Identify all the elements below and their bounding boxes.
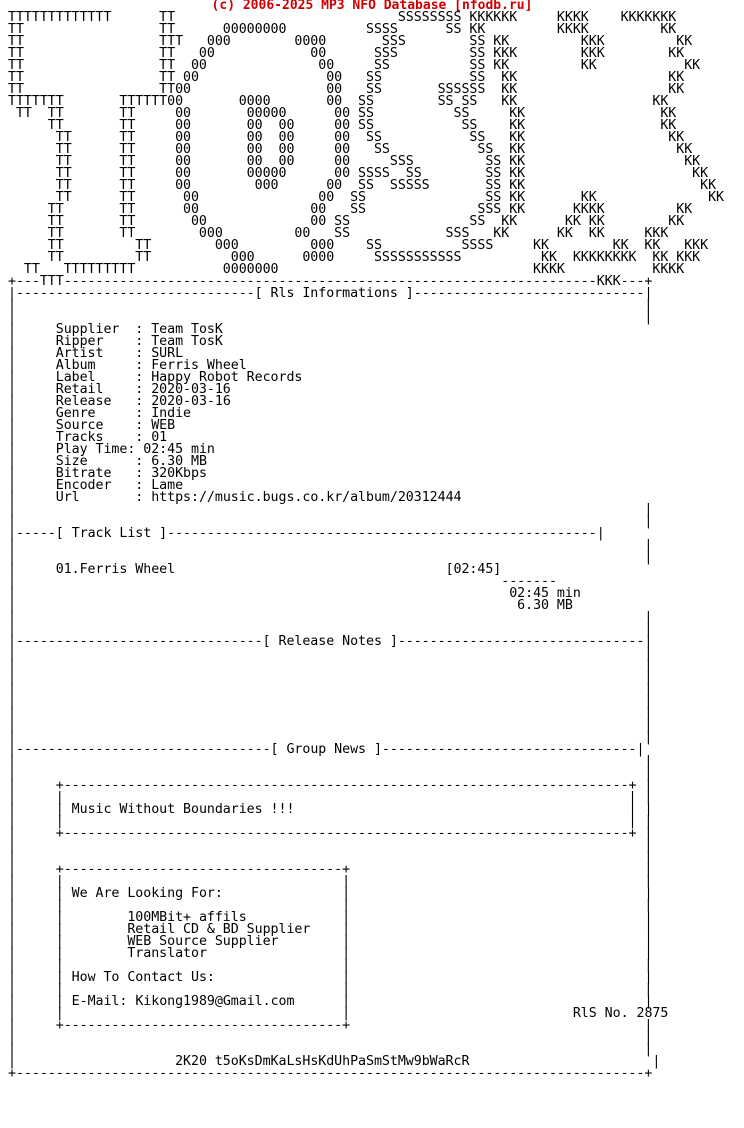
group-motto: Music Without Boundaries !!! [71,802,295,817]
rls-number: 2875 [636,1006,669,1021]
looking-for-title: We Are Looking For: [71,886,223,901]
logo-line: TTTTTTTTTTTTT TT SSSSSSSS KKKKKK KKKK KKKKKKK [8,10,677,25]
wanted-item: Retail CD & BD Supplier [127,922,311,937]
wanted-item: WEB Source Supplier [127,934,279,949]
logo-line: TT TTTTTTTTT 0000000 KKKK KKKK [8,262,685,277]
contact-email: Kikong1989@Gmail.com [135,994,295,1009]
logo-line: TT TT 00 00 00 00 SS SS KK KK [8,130,685,145]
logo-line: TT TT TT 00 00000 00 SS SS KK KK [8,106,677,121]
label-play-time: Play Time [55,442,128,457]
label-release: Release [55,394,112,409]
value-supplier: Team TosK [151,322,223,337]
value-bitrate: 320Kbps [151,466,207,481]
label-encoder: Encoder [55,478,112,493]
section-title-release-notes: Release Notes [278,634,382,649]
logo-line: TT TT 00 00 SS SS KK KK [8,70,685,85]
rls-number-label: RlS No. [572,1006,629,1021]
logo-line: TT TT 00 00 SS SS KK KK KK [8,58,701,73]
track-duration: [02:45] [445,562,502,577]
wanted-item: 100MBit+ affils [127,910,247,925]
logo-line: TT TT 00 00 SS SS KK KK KK [8,190,724,205]
logo-line: TT TTT 000 0000 SSS SS KK KKK KK [8,34,693,49]
track-title: 01.Ferris Wheel [55,562,176,577]
logo-line: TT TT 00 00 00 00 SS SS KK KK [8,118,677,133]
label-size: Size [55,454,88,469]
logo-line: TT TT00 00 SS SSSSSS KK KK [8,82,685,97]
value-genre: Indie [151,406,191,421]
wanted-item: Translator [127,946,207,961]
value-ripper: Team TosK [151,334,223,349]
box-top-border: +---TTT-------------------------------------------------------------------KKK---+ [8,274,653,289]
nfo-document: TTTTTTTTTTTTT TT SSSSSSSS KKKKKK KKKK KKKKKKK TT TT 00000000 SSSS SS KK KKKK KK TT TTT 000 0000 SSS SS KK KKK KK TT TT 00 00 SSS SS KKK KKK KK TT TT 00 00 SS SS KK KK KK TT TT 00 00 SS SS KK KK TT TT00 00 SS SSSSSS KK KK TTTTTTT TTTTTT00 0000 00 SS SS SS KK KK TT TT TT 00 00000 00 SS SS KK KK TT TT 00 00 00 00 SS SS KK KK TT TT 00 00 00 00 SS SS KK KK TT TT 00 00 00 00 SS SS KK KK TT TT 00 00 00 00 SSS SS KK KK TT TT 00 00000 00 SSSS SS SS KK KK TT TT 00 000 00 SS SSSSS SS KK KK TT TT 00 00 SS SS KK KK KK TT TT 00 00 SS SSS KK KKKK KK TT TT 00 00 SS SS KK KK KK KK TT TT 000 00 SS SSS KK KK KK KKK TT TT 000 000 SS SSSS KK KK KK KKK TT TT 000 0000 SSSSSSSSSSS KK KKKKKKKK KK KKK TT TTTTTTTTT 0000000 KKKK KKKK +---TTT-------------------------------------------------------------------KKK---+ |------------------------------[ Rls Informations ]-----------------------------| | | | | | Supplier : Team TosK | Ripper : Team TosK | Artist : SURL | Album : Ferris Wheel | Label : Happy Robot Records | Retail : 2020-03-16 | Release : 2020-03-16 | Genre : Indie | Source : WEB | Tracks : 01 | Play Time: 02:45 min | Size : 6.30 MB | Bitrate : 320Kbps | Encoder : Lame | Url : https://music.bugs.co.kr/album/20312444 | | | | |-----[ Track List ]------------------------------------------------------| | | | | | 01.Ferris Wheel [02:45] | ------- | 02:45 min | 6.30 MB | | | | |-------------------------------[ Release Notes ]-------------------------------| | | | | | | | | | | | | | | | | |--------------------------------[ Group News ]--------------------------------| | | | | | +-----------------------------------------------------------------------+ | | | | | | | Music Without Boundaries !!! | | | | | | | +-----------------------------------------------------------------------+ | | | | | | +-----------------------------------+ | | | | | | | We Are Looking For: | | | | | | | | 100MBit+ affils | | | | Retail CD & BD Supplier | | | | WEB Source Supplier | | | | Translator | | | | | | | | How To Contact Us: | | | | | | | | E-Mail: Kikong1989@Gmail.com | | | | | RlS No. 2875 | +-----------------------------------+ | | | | | | 2K20 t5oKsDmKaLsHsKdUhPaSmStMw9bWaRcR | +-------------------------------------------------------------------------------+ [8,10,724,1081]
logo-line: TT TT 000 000 SS SSSS KK KK KK KKK [8,238,709,253]
logo-line: TTTTTTT TTTTTT00 0000 00 SS SS SS KK KK [8,94,669,109]
value-encoder: Lame [151,478,184,493]
logo-line: TT TT 00 00000 00 SSSS SS SS KK KK [8,166,709,181]
section-title-group-news: Group News [286,742,367,757]
logo-line: TT TT 000 00 SS SSS KK KK KK KKK [8,226,669,241]
value-label: Happy Robot Records [151,370,303,385]
logo-line: TT TT 00 00 SS SS KK KK KK KK [8,214,685,229]
value-album: Ferris Wheel [151,358,247,373]
group-signature: 2K20 t5oKsDmKaLsHsKdUhPaSmStMw9bWaRcR [175,1054,470,1069]
section-title-rls-info: Rls Informations [270,286,398,301]
logo-line: TT TT 00000000 SSSS SS KK KKKK KK [8,22,677,37]
value-retail: 2020-03-16 [151,382,231,397]
value-release: 2020-03-16 [151,394,231,409]
contact-title: How To Contact Us: [71,970,215,985]
label-retail: Retail [55,382,104,397]
value-source: WEB [151,418,176,433]
logo-line: TT TT 00 00 SS SSS KK KKKK KK [8,202,693,217]
label-tracks: Tracks [55,430,104,445]
label-artist: Artist [55,346,104,361]
logo-line: TT TT 00 00 00 00 SSS SS KK KK [8,154,701,169]
label-url: Url [55,490,80,505]
label-supplier: Supplier [55,322,120,337]
label-label: Label [55,370,96,385]
value-size: 6.30 MB [151,454,207,469]
total-play-time: 02:45 min [509,586,581,601]
label-genre: Genre [55,406,96,421]
nfo-database-credit: (c) 2006-2025 MP3 NFO Database [nfodb.ru] [211,0,533,13]
logo-line: TT TT 00 00 00 00 SS SS KK KK [8,142,693,157]
label-bitrate: Bitrate [55,466,112,481]
value-tracks: 01 [151,430,168,445]
logo-line: TT TT 00 00 SSS SS KKK KKK KK [8,46,685,61]
section-title-track-list: Track List [71,526,152,541]
value-play-time: 02:45 min [143,442,215,457]
label-ripper: Ripper [55,334,104,349]
value-artist: SURL [151,346,184,361]
logo-line: TT TT 000 0000 SSSSSSSSSSS KK KKKKKKKK KK KKK [8,250,701,265]
label-source: Source [55,418,104,433]
logo-line: TT TT 00 000 00 SS SSSSS SS KK KK [8,178,717,193]
label-album: Album [55,358,96,373]
album-url-link[interactable]: https://music.bugs.co.kr/album/20312444 [151,490,462,505]
total-size: 6.30 MB [517,598,573,613]
email-label: E-Mail: [71,994,128,1009]
